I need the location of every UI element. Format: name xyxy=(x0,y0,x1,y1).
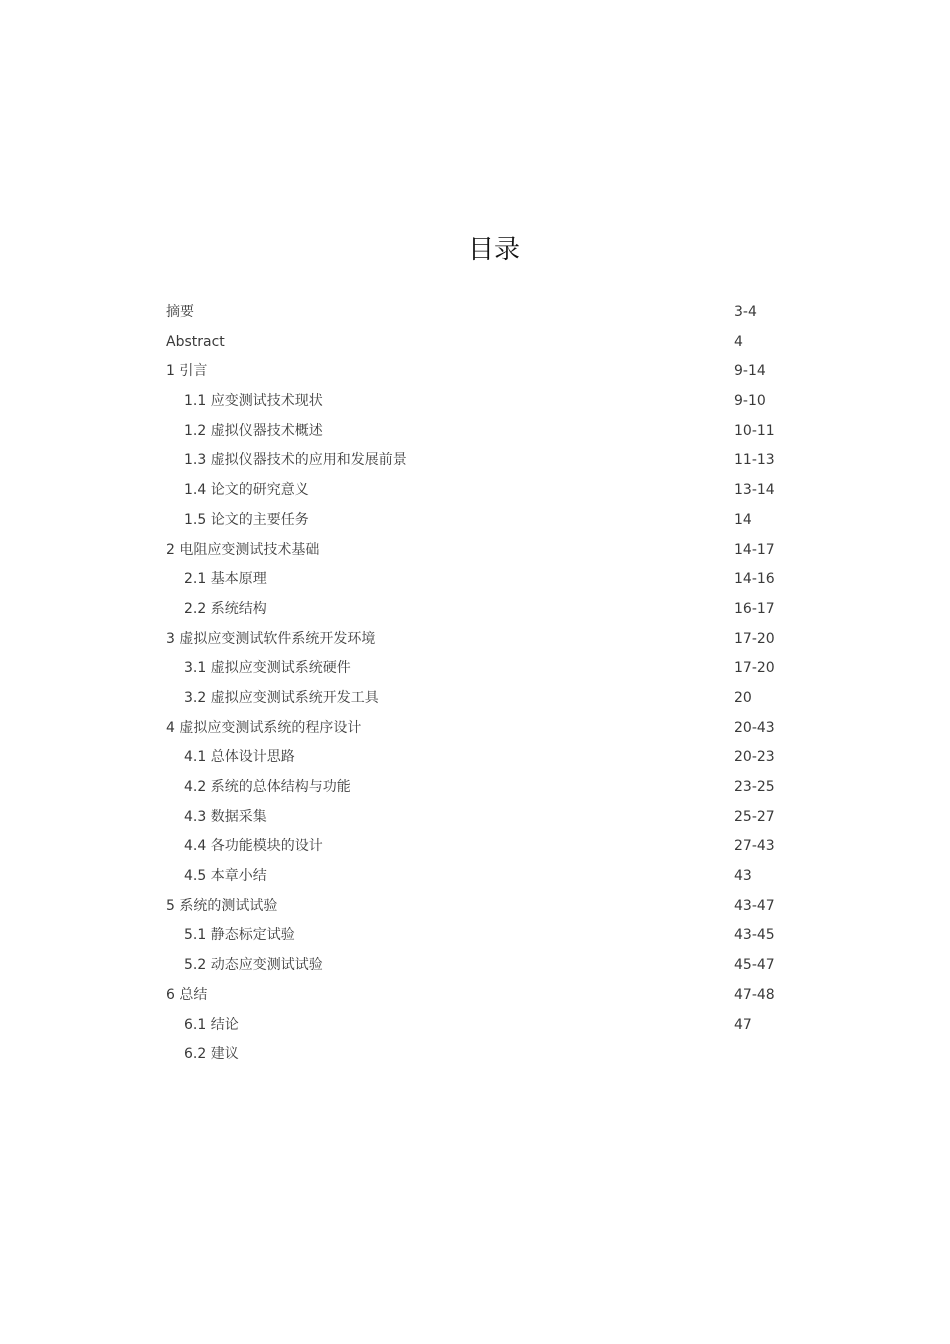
toc-subentry[interactable] xyxy=(0,476,950,506)
toc-entry-label: 4.4 各功能模块的设计 xyxy=(184,838,323,855)
toc-entry[interactable] xyxy=(0,357,950,387)
toc-entry-label: 4.5 本章小结 xyxy=(184,868,267,885)
toc-entry-page: 45-47 xyxy=(734,957,775,974)
toc-entry-label: 4.1 总体设计思路 xyxy=(184,749,295,766)
toc-entry-label: 6.1 结论 xyxy=(184,1016,239,1033)
toc-entry-label: 3.1 虚拟应变测试系统硬件 xyxy=(184,660,351,677)
toc-entry-page: 14-16 xyxy=(734,571,775,588)
toc-entry-label: 2 电阻应变测试技术基础 xyxy=(166,541,320,558)
toc-entry-page: 25-27 xyxy=(734,808,775,825)
toc-entry-page: 27-43 xyxy=(734,838,775,855)
toc-entry-label: 6.2 建议 xyxy=(184,1046,239,1063)
toc-entry-page: 4 xyxy=(734,333,743,350)
toc-subentry[interactable] xyxy=(0,951,950,981)
toc-entry-label: 1.5 论文的主要任务 xyxy=(184,511,309,528)
toc-entry-label: 2.1 基本原理 xyxy=(184,571,267,588)
toc-entry-label: 1 引言 xyxy=(166,363,208,380)
toc-entry-page: 20 xyxy=(734,689,752,706)
toc-entry[interactable] xyxy=(0,981,950,1011)
toc-entry-page: 43 xyxy=(734,868,752,885)
toc-subentry[interactable] xyxy=(0,565,950,595)
toc-entry-label: 1.4 论文的研究意义 xyxy=(184,482,309,499)
toc-entry-page: 3-4 xyxy=(734,304,757,320)
toc-entry-page: 16-17 xyxy=(734,600,775,617)
toc-entry-label: 4.3 数据采集 xyxy=(184,808,267,825)
toc-entry-page: 43-47 xyxy=(734,897,775,914)
toc-entry-page: 47 xyxy=(734,1016,752,1033)
toc-entry-label: 4 虚拟应变测试系统的程序设计 xyxy=(166,719,362,736)
toc-entry-label: 5.1 静态标定试验 xyxy=(184,927,295,944)
toc-entry-label: 6 总结 xyxy=(166,986,208,1003)
toc-subentry[interactable] xyxy=(0,803,950,833)
toc-entry-label: Abstract xyxy=(166,333,225,350)
toc-entry[interactable] xyxy=(0,714,950,744)
toc-entry[interactable] xyxy=(0,892,950,922)
toc-entry-page: 23-25 xyxy=(734,779,775,795)
toc-entry[interactable] xyxy=(0,298,950,328)
toc-entry-page: 17-20 xyxy=(734,660,775,677)
toc-entry[interactable] xyxy=(0,536,950,566)
toc-entry-label: 摘要 xyxy=(166,304,194,320)
toc-entry-page: 9-10 xyxy=(734,393,766,410)
page-title: 目录 xyxy=(467,235,520,265)
toc-subentry[interactable] xyxy=(0,595,950,625)
toc-entry-page: 43-45 xyxy=(734,927,775,944)
toc-subentry[interactable] xyxy=(0,862,950,892)
toc-subentry[interactable] xyxy=(0,446,950,476)
toc-entry-label: 1.1 应变测试技术现状 xyxy=(184,393,323,410)
toc-entry-page: 17-20 xyxy=(734,630,775,647)
toc-subentry[interactable] xyxy=(0,832,950,862)
toc-entry-label: 1.3 虚拟仪器技术的应用和发展前景 xyxy=(184,452,407,469)
toc-entry-page: 20-23 xyxy=(734,749,775,766)
toc-entry-page: 14-17 xyxy=(734,541,775,558)
toc-entry-page: 47-48 xyxy=(734,986,775,1003)
toc-entry-page: 20-43 xyxy=(734,719,775,736)
toc-entry-page: 14 xyxy=(734,511,752,528)
toc-entry-label: 4.2 系统的总体结构与功能 xyxy=(184,779,351,795)
toc-subentry[interactable] xyxy=(0,1011,950,1041)
toc-subentry[interactable] xyxy=(0,506,950,536)
toc-subentry[interactable] xyxy=(0,1040,950,1070)
toc-subentry[interactable] xyxy=(0,417,950,447)
toc-entry[interactable] xyxy=(0,328,950,358)
toc-entry-label: 5.2 动态应变测试试验 xyxy=(184,957,323,974)
table-of-contents xyxy=(0,298,950,1070)
toc-entry[interactable] xyxy=(0,625,950,655)
toc-entry-label: 2.2 系统结构 xyxy=(184,600,267,617)
toc-entry-label: 5 系统的测试试验 xyxy=(166,897,278,914)
toc-entry-label: 3 虚拟应变测试软件系统开发环境 xyxy=(166,630,376,647)
toc-subentry[interactable] xyxy=(0,654,950,684)
toc-entry-page: 9-14 xyxy=(734,363,766,380)
toc-entry-page: 11-13 xyxy=(734,452,775,469)
toc-entry-label: 3.2 虚拟应变测试系统开发工具 xyxy=(184,689,379,706)
toc-subentry[interactable] xyxy=(0,684,950,714)
toc-subentry[interactable] xyxy=(0,743,950,773)
toc-entry-page: 10-11 xyxy=(734,422,775,439)
toc-subentry[interactable] xyxy=(0,921,950,951)
toc-subentry[interactable] xyxy=(0,773,950,803)
toc-entry-page: 13-14 xyxy=(734,482,775,499)
toc-subentry[interactable] xyxy=(0,387,950,417)
toc-entry-label: 1.2 虚拟仪器技术概述 xyxy=(184,422,323,439)
